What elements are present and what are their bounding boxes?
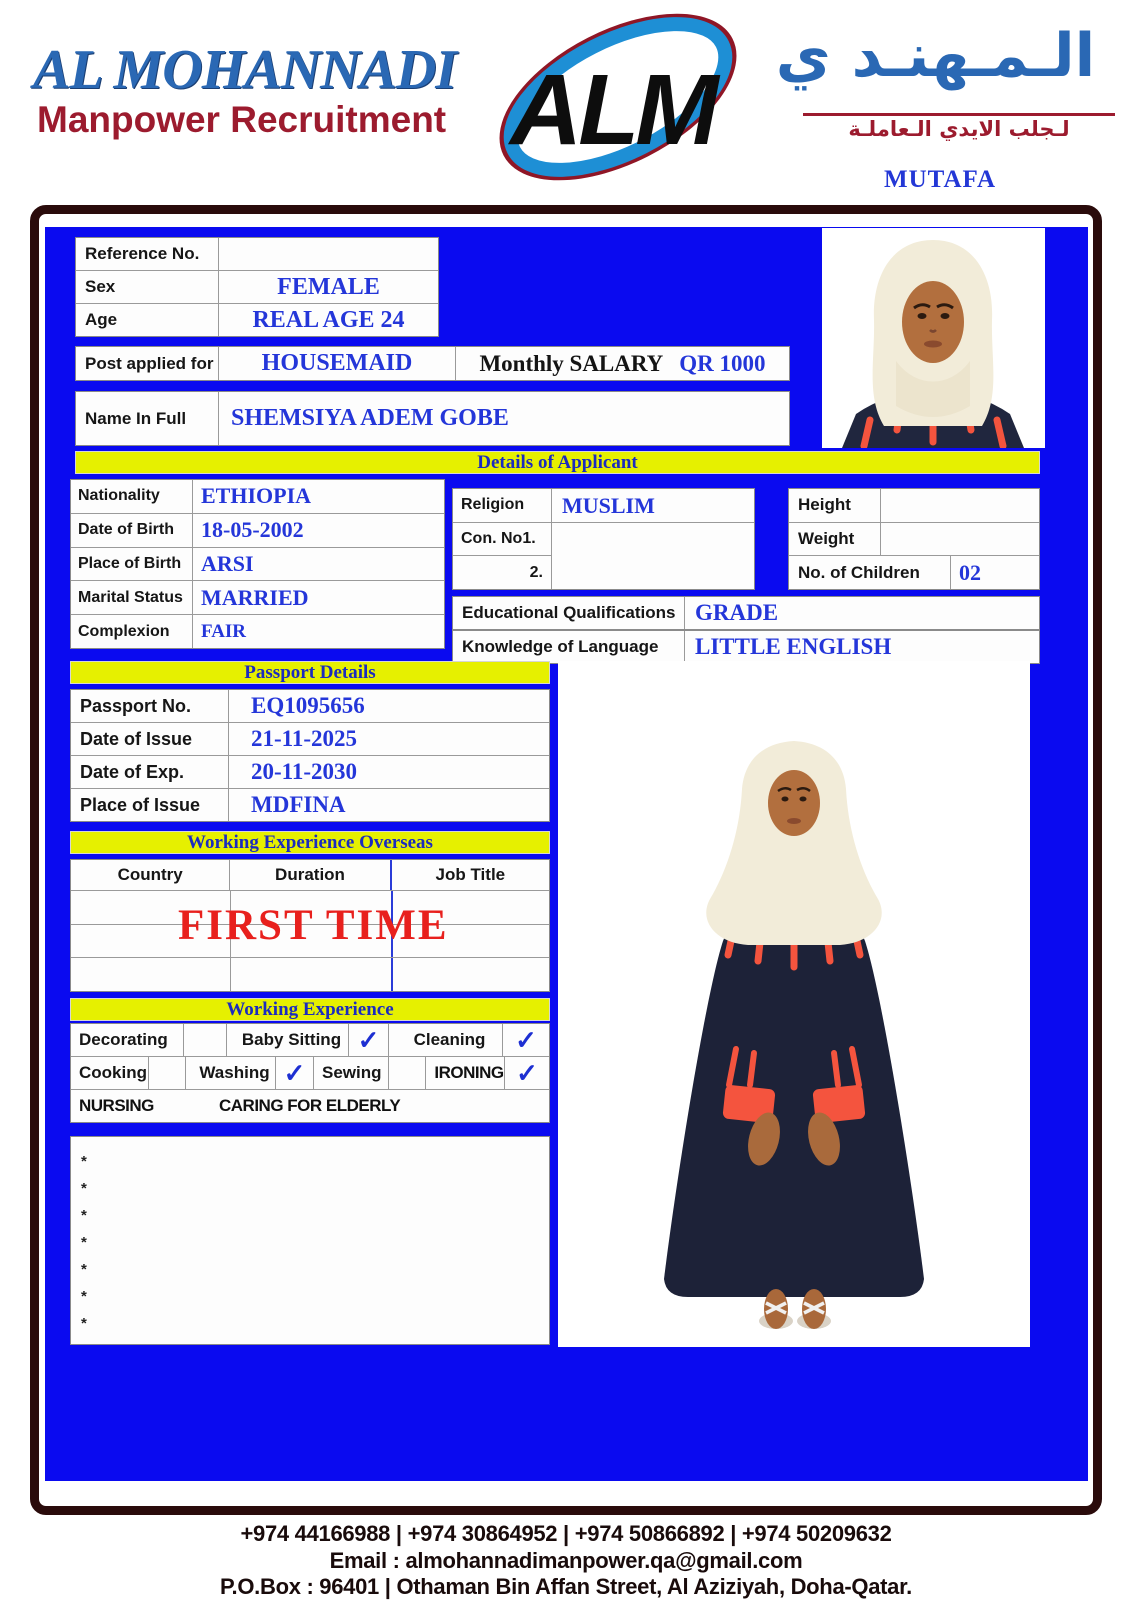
post-applied-value: HOUSEMAID (219, 347, 456, 380)
dob-label: Date of Birth (71, 514, 193, 547)
height-weight-table (788, 488, 1040, 590)
children-value: 02 (959, 559, 981, 585)
skill-washing-label: Washing (186, 1057, 276, 1089)
children-label: No. of Children (789, 556, 951, 589)
name-value: SHEMSIYA ADEM GOBE (231, 405, 509, 431)
language-row (452, 630, 1040, 664)
applicant-headshot-photo (822, 228, 1045, 448)
alm-swoosh-logo (462, 2, 774, 192)
skill-cooking-label: Cooking (71, 1057, 149, 1089)
skill-babysitting-label: Baby Sitting (227, 1024, 349, 1056)
reference-no-value (219, 238, 438, 270)
contact2-label: 2. (529, 563, 543, 581)
religion-value: MUSLIM (552, 489, 754, 523)
passport-no-value: EQ1095656 (251, 693, 365, 718)
fullbody-illustration (558, 661, 1030, 1347)
table-row (71, 958, 549, 991)
brand-name: AL MOHANNADI (33, 39, 457, 101)
table-row (71, 1057, 549, 1090)
expiry-date-label: Date of Exp. (71, 756, 229, 788)
alm-logo-text: ALM (510, 54, 715, 166)
table-row (71, 723, 549, 756)
issue-place-value: MDFINA (251, 792, 346, 817)
table-row (76, 271, 438, 304)
nationality-value: ETHIOPIA (201, 483, 312, 509)
table-row (71, 690, 549, 723)
skill-cleaning-label: Cleaning (389, 1024, 503, 1056)
sex-label: Sex (76, 271, 219, 303)
complexion-value: FAIR (201, 620, 247, 642)
skill-caring-elderly-label: CARING FOR ELDERLY (219, 1096, 401, 1115)
arabic-brand-subtitle: لـجلب الايدي الـعاملـة (848, 117, 1070, 141)
applicant-fullbody-photo (558, 661, 1030, 1347)
notes-box (70, 1136, 550, 1345)
salary-cell (456, 347, 789, 380)
name-label: Name In Full (76, 392, 219, 445)
passport-section-header: Passport Details (70, 661, 550, 684)
pob-label: Place of Birth (71, 548, 193, 581)
checkmark-icon: ✓ (349, 1024, 389, 1056)
sex-value: FEMALE (277, 273, 380, 300)
footer-phone-numbers: +974 44166988 | +974 30864952 | +974 50866892 | +974 50209632 (240, 1521, 892, 1546)
skill-nursing-label: NURSING (79, 1096, 154, 1115)
checkmark-icon: ✓ (516, 1058, 538, 1088)
education-row (452, 596, 1040, 630)
table-row (789, 556, 1039, 589)
marital-label: Marital Status (71, 581, 193, 614)
table-row (71, 514, 444, 548)
table-row (71, 1024, 549, 1057)
issue-place-label: Place of Issue (71, 789, 229, 821)
skill-cooking-checkbox (149, 1057, 186, 1089)
education-value: GRADE (695, 600, 779, 625)
salary-label: Monthly SALARY (479, 350, 664, 376)
details-section-header: Details of Applicant (75, 451, 1040, 474)
age-label: Age (76, 304, 219, 336)
height-value (881, 489, 1039, 522)
passport-table (70, 689, 550, 822)
skill-decorating-label: Decorating (71, 1024, 184, 1056)
religion-label: Religion (453, 489, 551, 523)
checkmark-icon: ✓ (515, 1025, 537, 1055)
name-row (75, 391, 790, 446)
table-row (71, 1090, 549, 1122)
arabic-divider-line (803, 113, 1115, 116)
note-bullet: * (81, 1207, 87, 1224)
table-row (789, 523, 1039, 557)
post-applied-label: Post applied for (76, 347, 219, 380)
language-label: Knowledge of Language (453, 631, 685, 663)
issue-date-value: 21-11-2025 (251, 726, 358, 751)
table-row (76, 238, 438, 271)
contact-value (552, 523, 754, 589)
weight-value (881, 523, 1039, 556)
table-row (71, 756, 549, 789)
nationality-label: Nationality (71, 480, 193, 513)
marital-value: MARRIED (201, 584, 309, 610)
note-bullet: * (81, 1234, 87, 1251)
job-title-column-header: Job Title (390, 860, 549, 890)
salary-value: QR 1000 (679, 350, 766, 376)
note-bullet: * (81, 1153, 87, 1170)
arabic-brand-title: الـمـهنـد ي (775, 21, 1096, 91)
first-time-overlay: FIRST TIME (178, 902, 449, 949)
skill-sewing-label: Sewing (314, 1057, 389, 1089)
details-left-table (70, 479, 445, 649)
expiry-date-value: 20-11-2030 (251, 759, 358, 784)
footer-email: Email : almohannadimanpower.qa@gmail.com (329, 1548, 803, 1573)
issue-date-label: Date of Issue (71, 723, 229, 755)
table-row (71, 480, 444, 514)
post-applied-row (75, 346, 790, 381)
contact1-label: Con. No1. (453, 523, 551, 557)
note-bullet: * (81, 1261, 87, 1278)
table-row (71, 615, 444, 648)
headshot-illustration (822, 228, 1045, 448)
skill-sewing-checkbox (389, 1057, 426, 1089)
note-bullet: * (81, 1315, 87, 1332)
table-row (71, 581, 444, 615)
experience-skills-table (70, 1023, 550, 1123)
skill-ironing-label: IRONING (426, 1057, 505, 1089)
skill-decorating-checkbox (184, 1024, 227, 1056)
table-row (71, 789, 549, 821)
reference-table (75, 237, 439, 337)
passport-no-label: Passport No. (71, 690, 229, 722)
education-label: Educational Qualifications (453, 597, 685, 629)
checkmark-icon: ✓ (276, 1057, 314, 1089)
language-value: LITTLE ENGLISH (695, 634, 892, 659)
table-row (71, 548, 444, 582)
country-column-header: Country (71, 860, 230, 890)
agent-name: MUTAFA (884, 166, 996, 193)
age-value: REAL AGE 24 (252, 306, 405, 333)
pob-value: ARSI (201, 550, 254, 576)
reference-no-label: Reference No. (76, 238, 219, 270)
table-row (789, 489, 1039, 523)
brand-subtitle: Manpower Recruitment (37, 99, 447, 140)
complexion-label: Complexion (71, 615, 193, 648)
religion-contact-table (452, 488, 755, 590)
weight-label: Weight (789, 523, 881, 556)
dob-value: 18-05-2002 (201, 517, 304, 543)
note-bullet: * (81, 1180, 87, 1197)
overseas-section-header: Working Experience Overseas (70, 831, 550, 854)
note-bullet: * (81, 1288, 87, 1305)
overseas-table-header (71, 860, 549, 891)
duration-column-header: Duration (275, 865, 345, 884)
height-label: Height (789, 489, 881, 522)
table-row (76, 304, 438, 336)
footer-address: P.O.Box : 96401 | Othaman Bin Affan Street, Al Aziziyah, Doha-Qatar. (220, 1574, 912, 1599)
experience-section-header: Working Experience (70, 998, 550, 1021)
